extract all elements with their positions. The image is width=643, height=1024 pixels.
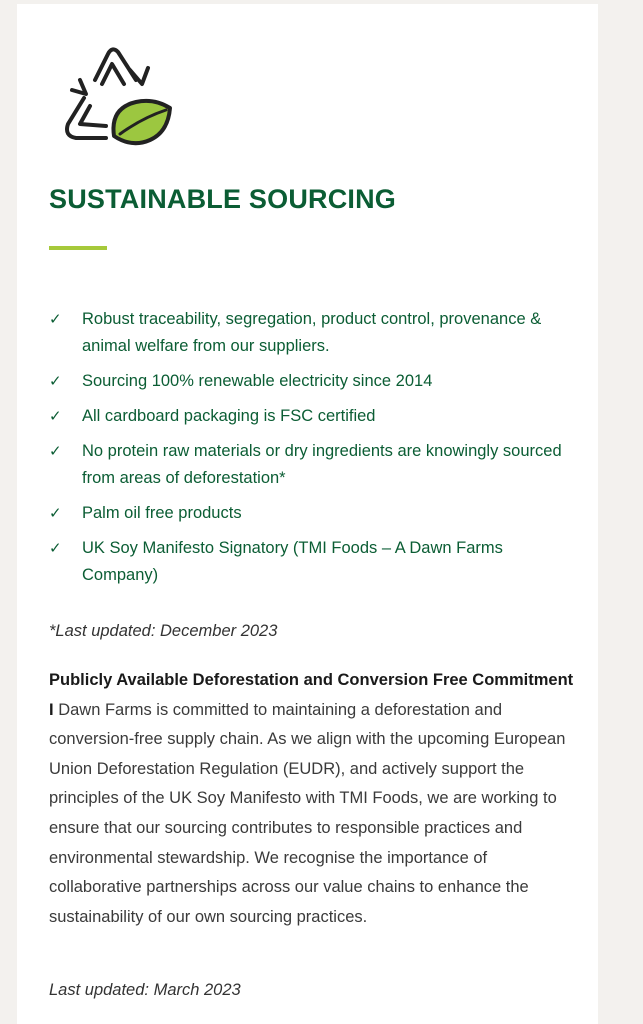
list-item bbox=[49, 306, 579, 360]
list-item bbox=[49, 403, 579, 430]
check-icon: ✓ bbox=[49, 311, 62, 328]
list-item-text: Palm oil free products bbox=[82, 504, 242, 522]
list-item-text: All cardboard packaging is FSC certified bbox=[82, 407, 376, 425]
recycle-leaf-icon bbox=[50, 40, 174, 152]
sourcing-list bbox=[49, 306, 579, 597]
last-updated-note-2: Last updated: March 2023 bbox=[49, 981, 241, 999]
check-icon: ✓ bbox=[49, 443, 62, 460]
title-underline bbox=[49, 246, 107, 250]
list-item-text: Sourcing 100% renewable electricity since 2014 bbox=[82, 372, 433, 390]
list-item bbox=[49, 500, 579, 527]
commitment-body: Dawn Farms is committed to maintaining a deforestation and conversion-free supply chain. As we align with the upcoming European Union Deforestation Regulation (EUDR), and actively support the principles of the UK Soy Manifesto with TMI Foods, we are working to ensure that our sourcing contributes to responsible practices and environmental stewardship. We recognise the importance of collaborative partnerships across our value chains to enhance the sustainability of our own sourcing practices. bbox=[49, 700, 566, 926]
commitment-paragraph bbox=[49, 666, 574, 932]
list-item-text: No protein raw materials or dry ingredients are knowingly sourced from areas of deforestation* bbox=[82, 442, 562, 487]
check-icon: ✓ bbox=[49, 505, 62, 522]
section-title: SUSTAINABLE SOURCING bbox=[49, 184, 397, 214]
last-updated-note-1: *Last updated: December 2023 bbox=[49, 622, 278, 640]
check-icon: ✓ bbox=[49, 540, 62, 557]
commitment-heading: Publicly Available Deforestation and Conversion Free Commitment I bbox=[49, 671, 574, 719]
list-item bbox=[49, 438, 579, 492]
list-item-text: Robust traceability, segregation, product control, provenance & animal welfare from our suppliers. bbox=[82, 310, 542, 355]
list-item bbox=[49, 535, 579, 589]
list-item bbox=[49, 368, 579, 395]
check-icon: ✓ bbox=[49, 408, 62, 425]
list-item-text: UK Soy Manifesto Signatory (TMI Foods – A Dawn Farms Company) bbox=[82, 539, 503, 584]
sustainable-sourcing-card bbox=[17, 4, 598, 1024]
check-icon: ✓ bbox=[49, 373, 62, 390]
